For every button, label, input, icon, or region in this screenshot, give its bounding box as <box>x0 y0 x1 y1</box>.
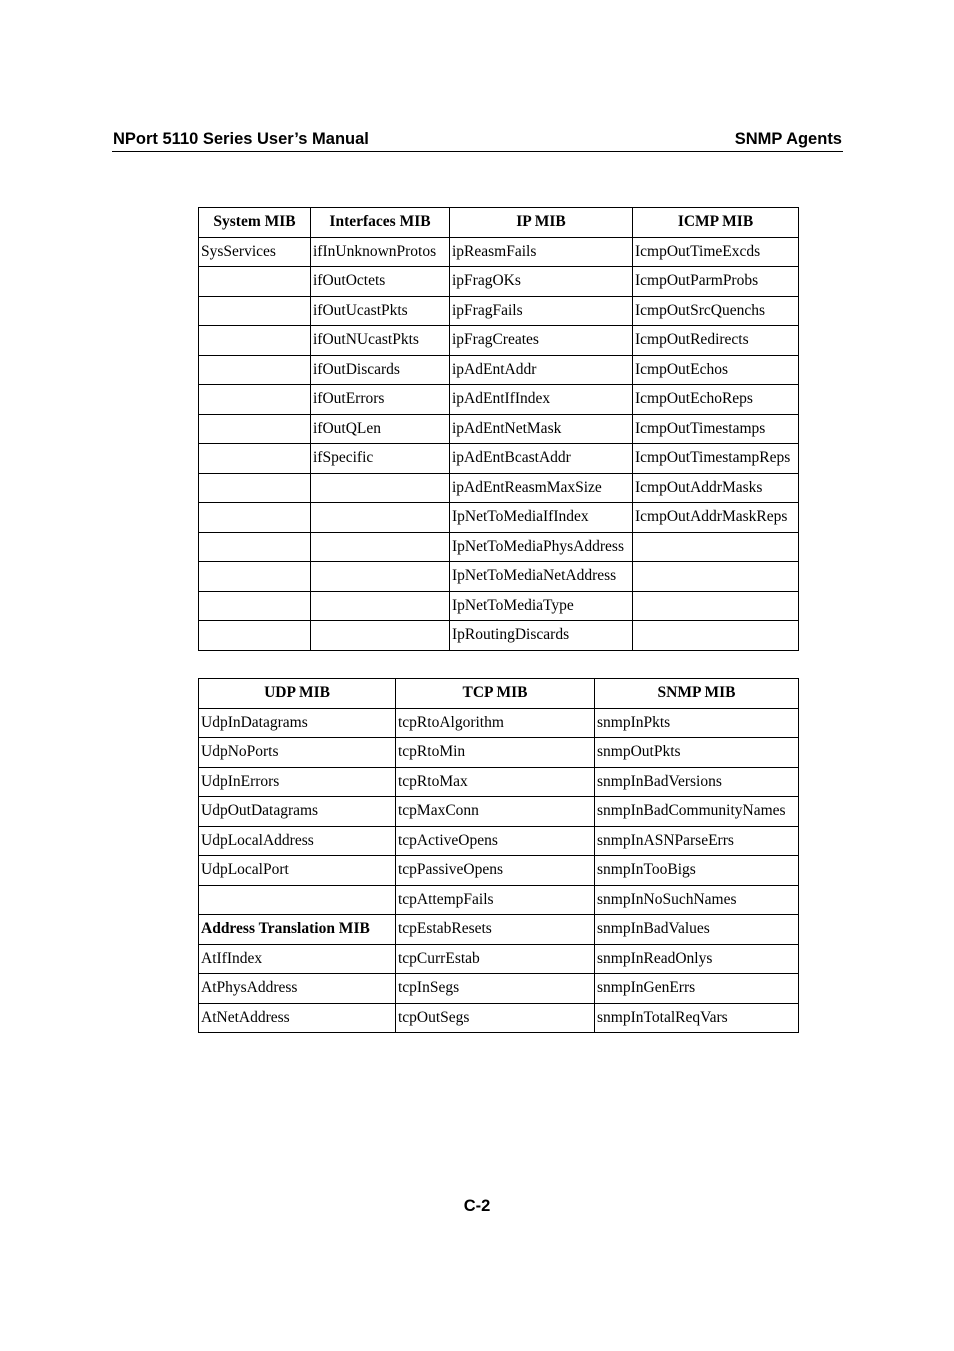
table-cell: IcmpOutRedirects <box>633 326 799 356</box>
table-cell: ipAdEntIfIndex <box>450 385 633 415</box>
table-row <box>199 444 799 474</box>
table-cell <box>199 591 311 621</box>
table-cell <box>633 532 799 562</box>
header-section-title: SNMP Agents <box>734 130 842 148</box>
table-cell: tcpCurrEstab <box>396 944 595 974</box>
table-cell: UdpInDatagrams <box>199 708 396 738</box>
table-row <box>199 237 799 267</box>
table-cell: ifOutErrors <box>311 385 450 415</box>
table-cell <box>311 473 450 503</box>
table-row <box>199 974 799 1004</box>
column-header-ip-mib: IP MIB <box>450 208 633 238</box>
table-cell: snmpInBadCommunityNames <box>595 797 799 827</box>
table-cell: ipFragOKs <box>450 267 633 297</box>
table-row <box>199 532 799 562</box>
table-cell <box>311 562 450 592</box>
table-cell: ipAdEntNetMask <box>450 414 633 444</box>
table-cell: tcpOutSegs <box>396 1003 595 1033</box>
table-cell: UdpLocalAddress <box>199 826 396 856</box>
table-row <box>199 621 799 651</box>
table-row <box>199 473 799 503</box>
table-cell: IcmpOutTimestampReps <box>633 444 799 474</box>
column-header-system-mib: System MIB <box>199 208 311 238</box>
table-cell: ipAdEntAddr <box>450 355 633 385</box>
table-cell: UdpInErrors <box>199 767 396 797</box>
table-cell <box>199 503 311 533</box>
table-cell <box>311 532 450 562</box>
table-cell: IcmpOutEchos <box>633 355 799 385</box>
table-row <box>199 355 799 385</box>
table-cell: tcpAttempFails <box>396 885 595 915</box>
column-header-snmp-mib: SNMP MIB <box>595 679 799 709</box>
table-cell: snmpInPkts <box>595 708 799 738</box>
table-cell: IcmpOutAddrMaskReps <box>633 503 799 533</box>
table-cell: UdpOutDatagrams <box>199 797 396 827</box>
table-row <box>199 326 799 356</box>
table-cell <box>199 444 311 474</box>
mib-table-system-interfaces-ip-icmp <box>198 207 799 651</box>
table-row <box>199 296 799 326</box>
table-cell: ifOutUcastPkts <box>311 296 450 326</box>
table-row <box>199 797 799 827</box>
table-cell: tcpInSegs <box>396 974 595 1004</box>
table-cell: IpNetToMediaNetAddress <box>450 562 633 592</box>
table-cell: AtPhysAddress <box>199 974 396 1004</box>
table-cell: ipAdEntBcastAddr <box>450 444 633 474</box>
table-cell: snmpOutPkts <box>595 738 799 768</box>
table-header-row <box>199 679 799 709</box>
table-cell: IcmpOutAddrMasks <box>633 473 799 503</box>
table-cell <box>199 414 311 444</box>
table-cell: UdpNoPorts <box>199 738 396 768</box>
table-row <box>199 1003 799 1033</box>
table-row <box>199 826 799 856</box>
table-cell: AtNetAddress <box>199 1003 396 1033</box>
section-subheader-cell: Address Translation MIB <box>199 915 396 945</box>
column-header-udp-mib: UDP MIB <box>199 679 396 709</box>
table-cell <box>199 473 311 503</box>
column-header-tcp-mib: TCP MIB <box>396 679 595 709</box>
table-cell <box>199 296 311 326</box>
table-cell <box>311 621 450 651</box>
table-row <box>199 767 799 797</box>
table-cell: ifOutDiscards <box>311 355 450 385</box>
table-cell: IpNetToMediaPhysAddress <box>450 532 633 562</box>
table-row <box>199 385 799 415</box>
table-row <box>199 856 799 886</box>
table-cell: ipFragFails <box>450 296 633 326</box>
table-cell: snmpInGenErrs <box>595 974 799 1004</box>
table-cell <box>311 503 450 533</box>
table-row <box>199 591 799 621</box>
table-cell <box>199 385 311 415</box>
table-cell <box>311 591 450 621</box>
table-cell: tcpPassiveOpens <box>396 856 595 886</box>
table-cell: AtIfIndex <box>199 944 396 974</box>
table-cell: IpNetToMediaIfIndex <box>450 503 633 533</box>
table-cell: IcmpOutTimeExcds <box>633 237 799 267</box>
table-cell: ipAdEntReasmMaxSize <box>450 473 633 503</box>
table-cell: IcmpOutEchoReps <box>633 385 799 415</box>
table-cell: snmpInASNParseErrs <box>595 826 799 856</box>
header-manual-title: NPort 5110 Series User’s Manual <box>113 130 369 148</box>
table-cell: ifOutOctets <box>311 267 450 297</box>
table-row <box>199 738 799 768</box>
table-cell: snmpInBadVersions <box>595 767 799 797</box>
table-cell: snmpInTotalReqVars <box>595 1003 799 1033</box>
table-cell: tcpRtoMax <box>396 767 595 797</box>
table-cell: IpRoutingDiscards <box>450 621 633 651</box>
table-cell: ifInUnknownProtos <box>311 237 450 267</box>
table-cell: snmpInTooBigs <box>595 856 799 886</box>
table-row <box>199 944 799 974</box>
table-cell: snmpInReadOnlys <box>595 944 799 974</box>
table-cell: SysServices <box>199 237 311 267</box>
table-cell <box>633 562 799 592</box>
table-cell <box>199 885 396 915</box>
table-row <box>199 414 799 444</box>
table-cell <box>199 326 311 356</box>
table-cell <box>199 267 311 297</box>
table-cell <box>199 355 311 385</box>
table-cell: tcpRtoAlgorithm <box>396 708 595 738</box>
mib-table-udp-tcp-snmp <box>198 678 799 1033</box>
table-row <box>199 503 799 533</box>
column-header-icmp-mib: ICMP MIB <box>633 208 799 238</box>
table-cell: IcmpOutTimestamps <box>633 414 799 444</box>
table-cell <box>633 621 799 651</box>
table-cell: tcpActiveOpens <box>396 826 595 856</box>
table-cell: IpNetToMediaType <box>450 591 633 621</box>
table-cell: tcpMaxConn <box>396 797 595 827</box>
table-row <box>199 267 799 297</box>
column-header-interfaces-mib: Interfaces MIB <box>311 208 450 238</box>
table-cell <box>199 562 311 592</box>
table-cell: ifSpecific <box>311 444 450 474</box>
table-row <box>199 915 799 945</box>
table-cell: ifOutNUcastPkts <box>311 326 450 356</box>
table-cell <box>199 532 311 562</box>
table-row <box>199 708 799 738</box>
table-row <box>199 885 799 915</box>
table-cell: snmpInNoSuchNames <box>595 885 799 915</box>
table-cell: tcpRtoMin <box>396 738 595 768</box>
page-header <box>112 128 843 152</box>
table-cell <box>199 621 311 651</box>
table-cell: UdpLocalPort <box>199 856 396 886</box>
table-header-row <box>199 208 799 238</box>
table-cell: ifOutQLen <box>311 414 450 444</box>
table-cell: snmpInBadValues <box>595 915 799 945</box>
table-row <box>199 562 799 592</box>
table-cell: ipReasmFails <box>450 237 633 267</box>
table-cell: IcmpOutParmProbs <box>633 267 799 297</box>
table-cell <box>633 591 799 621</box>
table-cell: tcpEstabResets <box>396 915 595 945</box>
table-cell: ipFragCreates <box>450 326 633 356</box>
page-number: C-2 <box>463 1197 491 1215</box>
table-cell: IcmpOutSrcQuenchs <box>633 296 799 326</box>
